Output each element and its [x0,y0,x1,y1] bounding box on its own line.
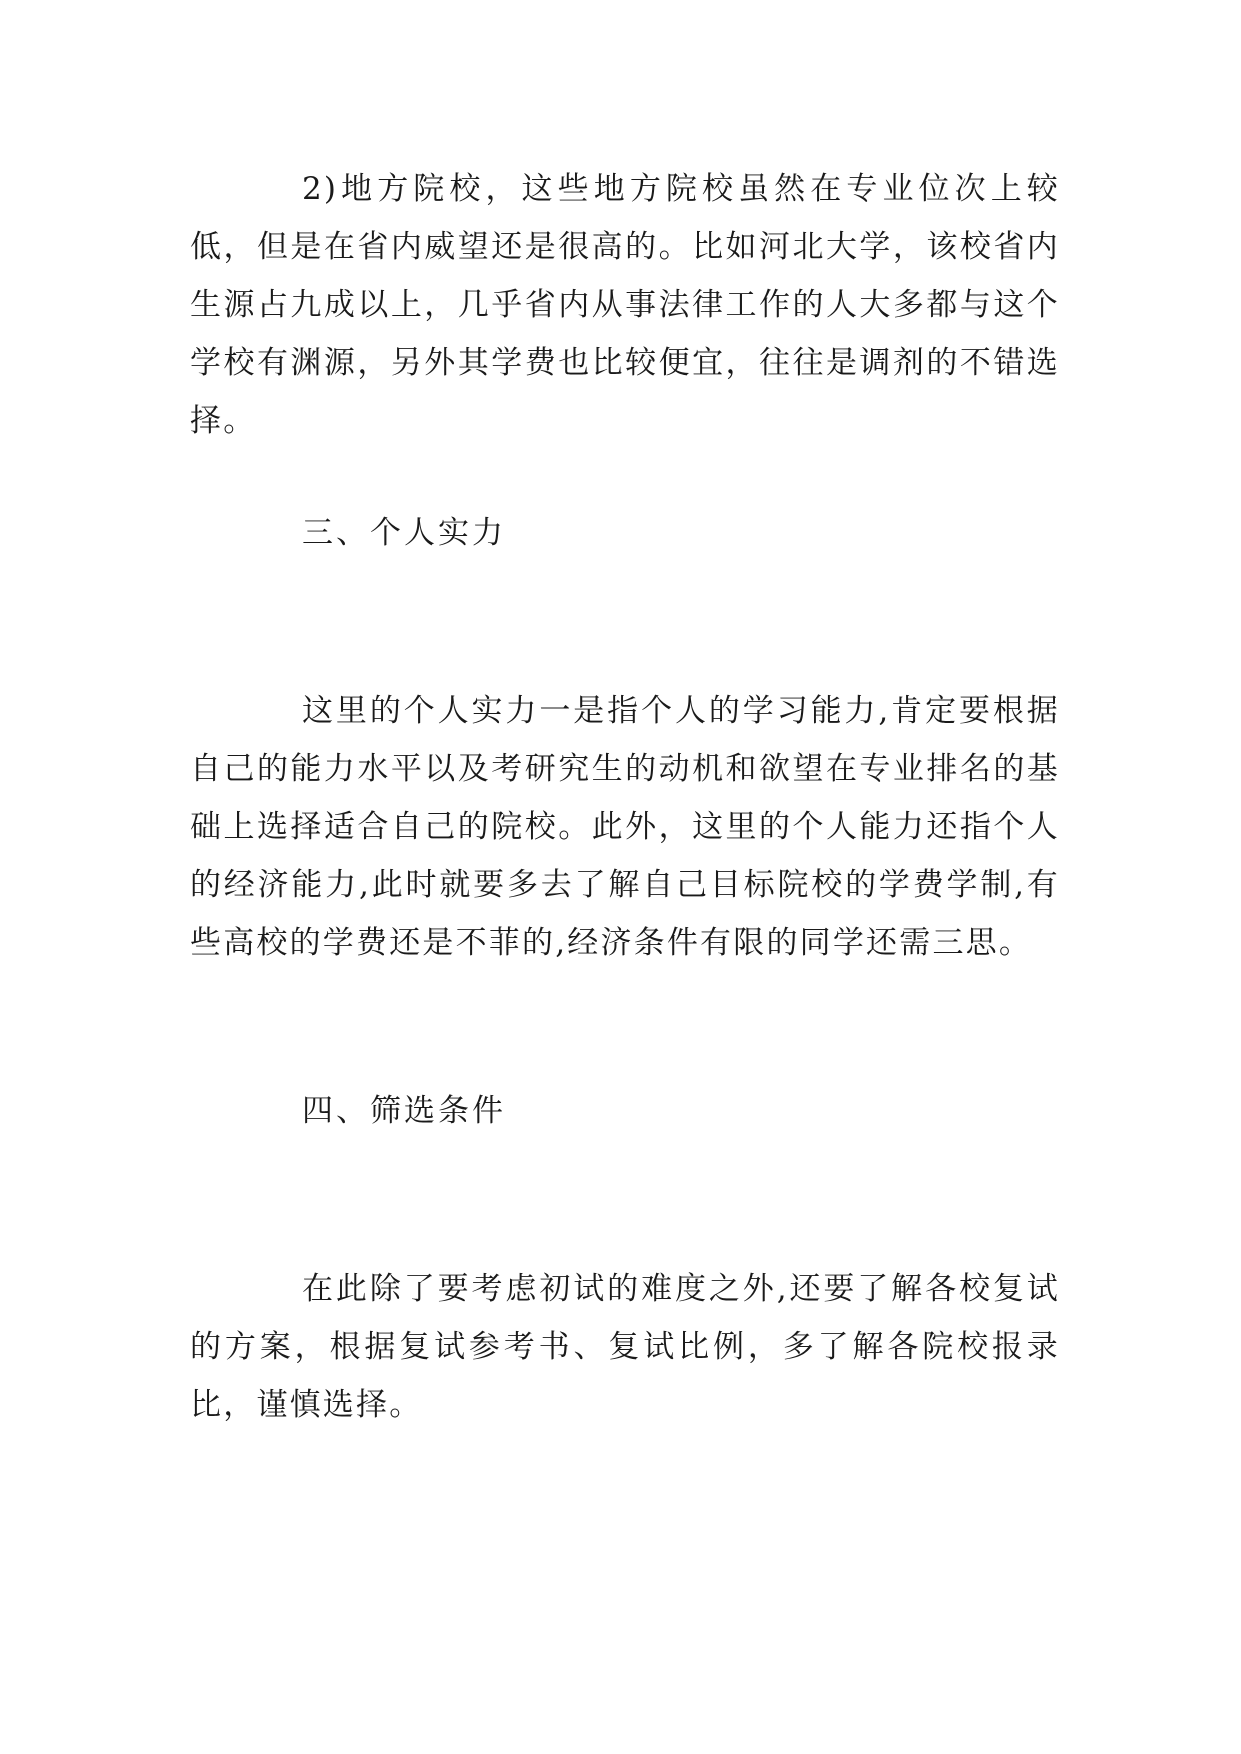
paragraph-local-schools: 2)地方院校，这些地方院校虽然在专业位次上较低，但是在省内威望还是很高的。比如河北大学，该校省内生源占九成以上，几乎省内从事法律工作的人大多都与这个学校有渊源，另外其学费也比较便宜，往往是调剂的不错选择。 [190,171,1060,439]
section-heading-screening-conditions: 四、筛选条件 [302,1093,506,1129]
paragraph-personal-strength: 这里的个人实力一是指个人的学习能力,肯定要根据自己的能力水平以及考研究生的动机和欲望在专业排名的基础上选择适合自己的院校。此外，这里的个人能力还指个人的经济能力,此时就要多去了解自己目标院校的学费学制,有些高校的学费还是不菲的,经济条件有限的同学还需三思。 [190,693,1060,961]
section-heading-personal-strength: 三、个人实力 [302,515,506,551]
paragraph-screening-conditions: 在此除了要考虑初试的难度之外,还要了解各校复试的方案，根据复试参考书、复试比例，多了解各院校报录比，谨慎选择。 [190,1271,1060,1423]
